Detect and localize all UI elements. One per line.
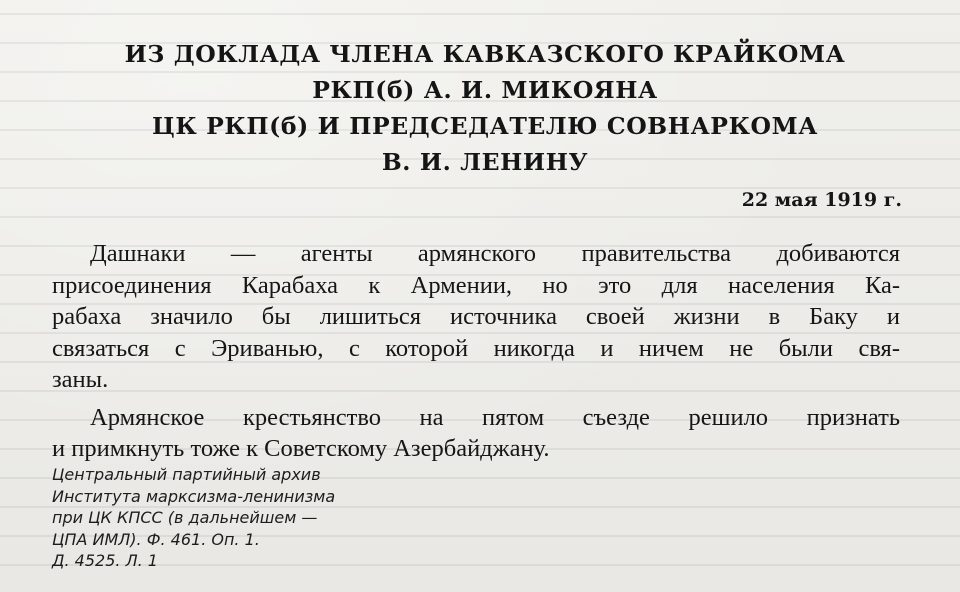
document-body bbox=[52, 238, 900, 465]
text-line: и примкнуть тоже к Советскому Азербайджану. bbox=[52, 435, 550, 462]
source-line: Д. 4525. Л. 1 bbox=[52, 551, 158, 571]
source-line: Института марксизма-ленинизма bbox=[52, 486, 336, 506]
text-line: заны. bbox=[52, 366, 109, 393]
title-line: ЦК РКП(б) И ПРЕДСЕДАТЕЛЮ СОВНАРКОМА bbox=[152, 112, 818, 140]
title-line: В. И. ЛЕНИНУ bbox=[381, 148, 589, 176]
paragraph-2 bbox=[52, 402, 900, 465]
paragraph-1 bbox=[52, 238, 900, 396]
source-line: Центральный партийный архив bbox=[52, 465, 321, 484]
source-line: при ЦК КПСС (в дальнейшем — bbox=[52, 508, 318, 528]
text-line: присоединения Карабаха к Армении, но это для населения Ка- bbox=[52, 271, 900, 299]
title-line: РКП(б) А. И. МИКОЯНА bbox=[312, 76, 658, 104]
document-title bbox=[70, 36, 900, 180]
text-line: Армянское крестьянство на пятом съезде решило признать bbox=[90, 403, 900, 431]
title-line: ИЗ ДОКЛАДА ЧЛЕНА КАВКАЗСКОГО КРАЙКОМА bbox=[124, 40, 846, 68]
archive-source-note bbox=[52, 464, 472, 572]
text-line: Дашнаки — агенты армянского правительства добиваются bbox=[90, 240, 900, 267]
text-line: связаться с Эриванью, с которой никогда и ничем не были свя- bbox=[52, 334, 900, 362]
text-line: рабаха значило бы лишиться источника своей жизни в Баку и bbox=[52, 303, 900, 330]
document-date: 22 мая 1919 г. bbox=[741, 189, 902, 211]
source-line: ЦПА ИМЛ). Ф. 461. Оп. 1. bbox=[52, 529, 260, 549]
